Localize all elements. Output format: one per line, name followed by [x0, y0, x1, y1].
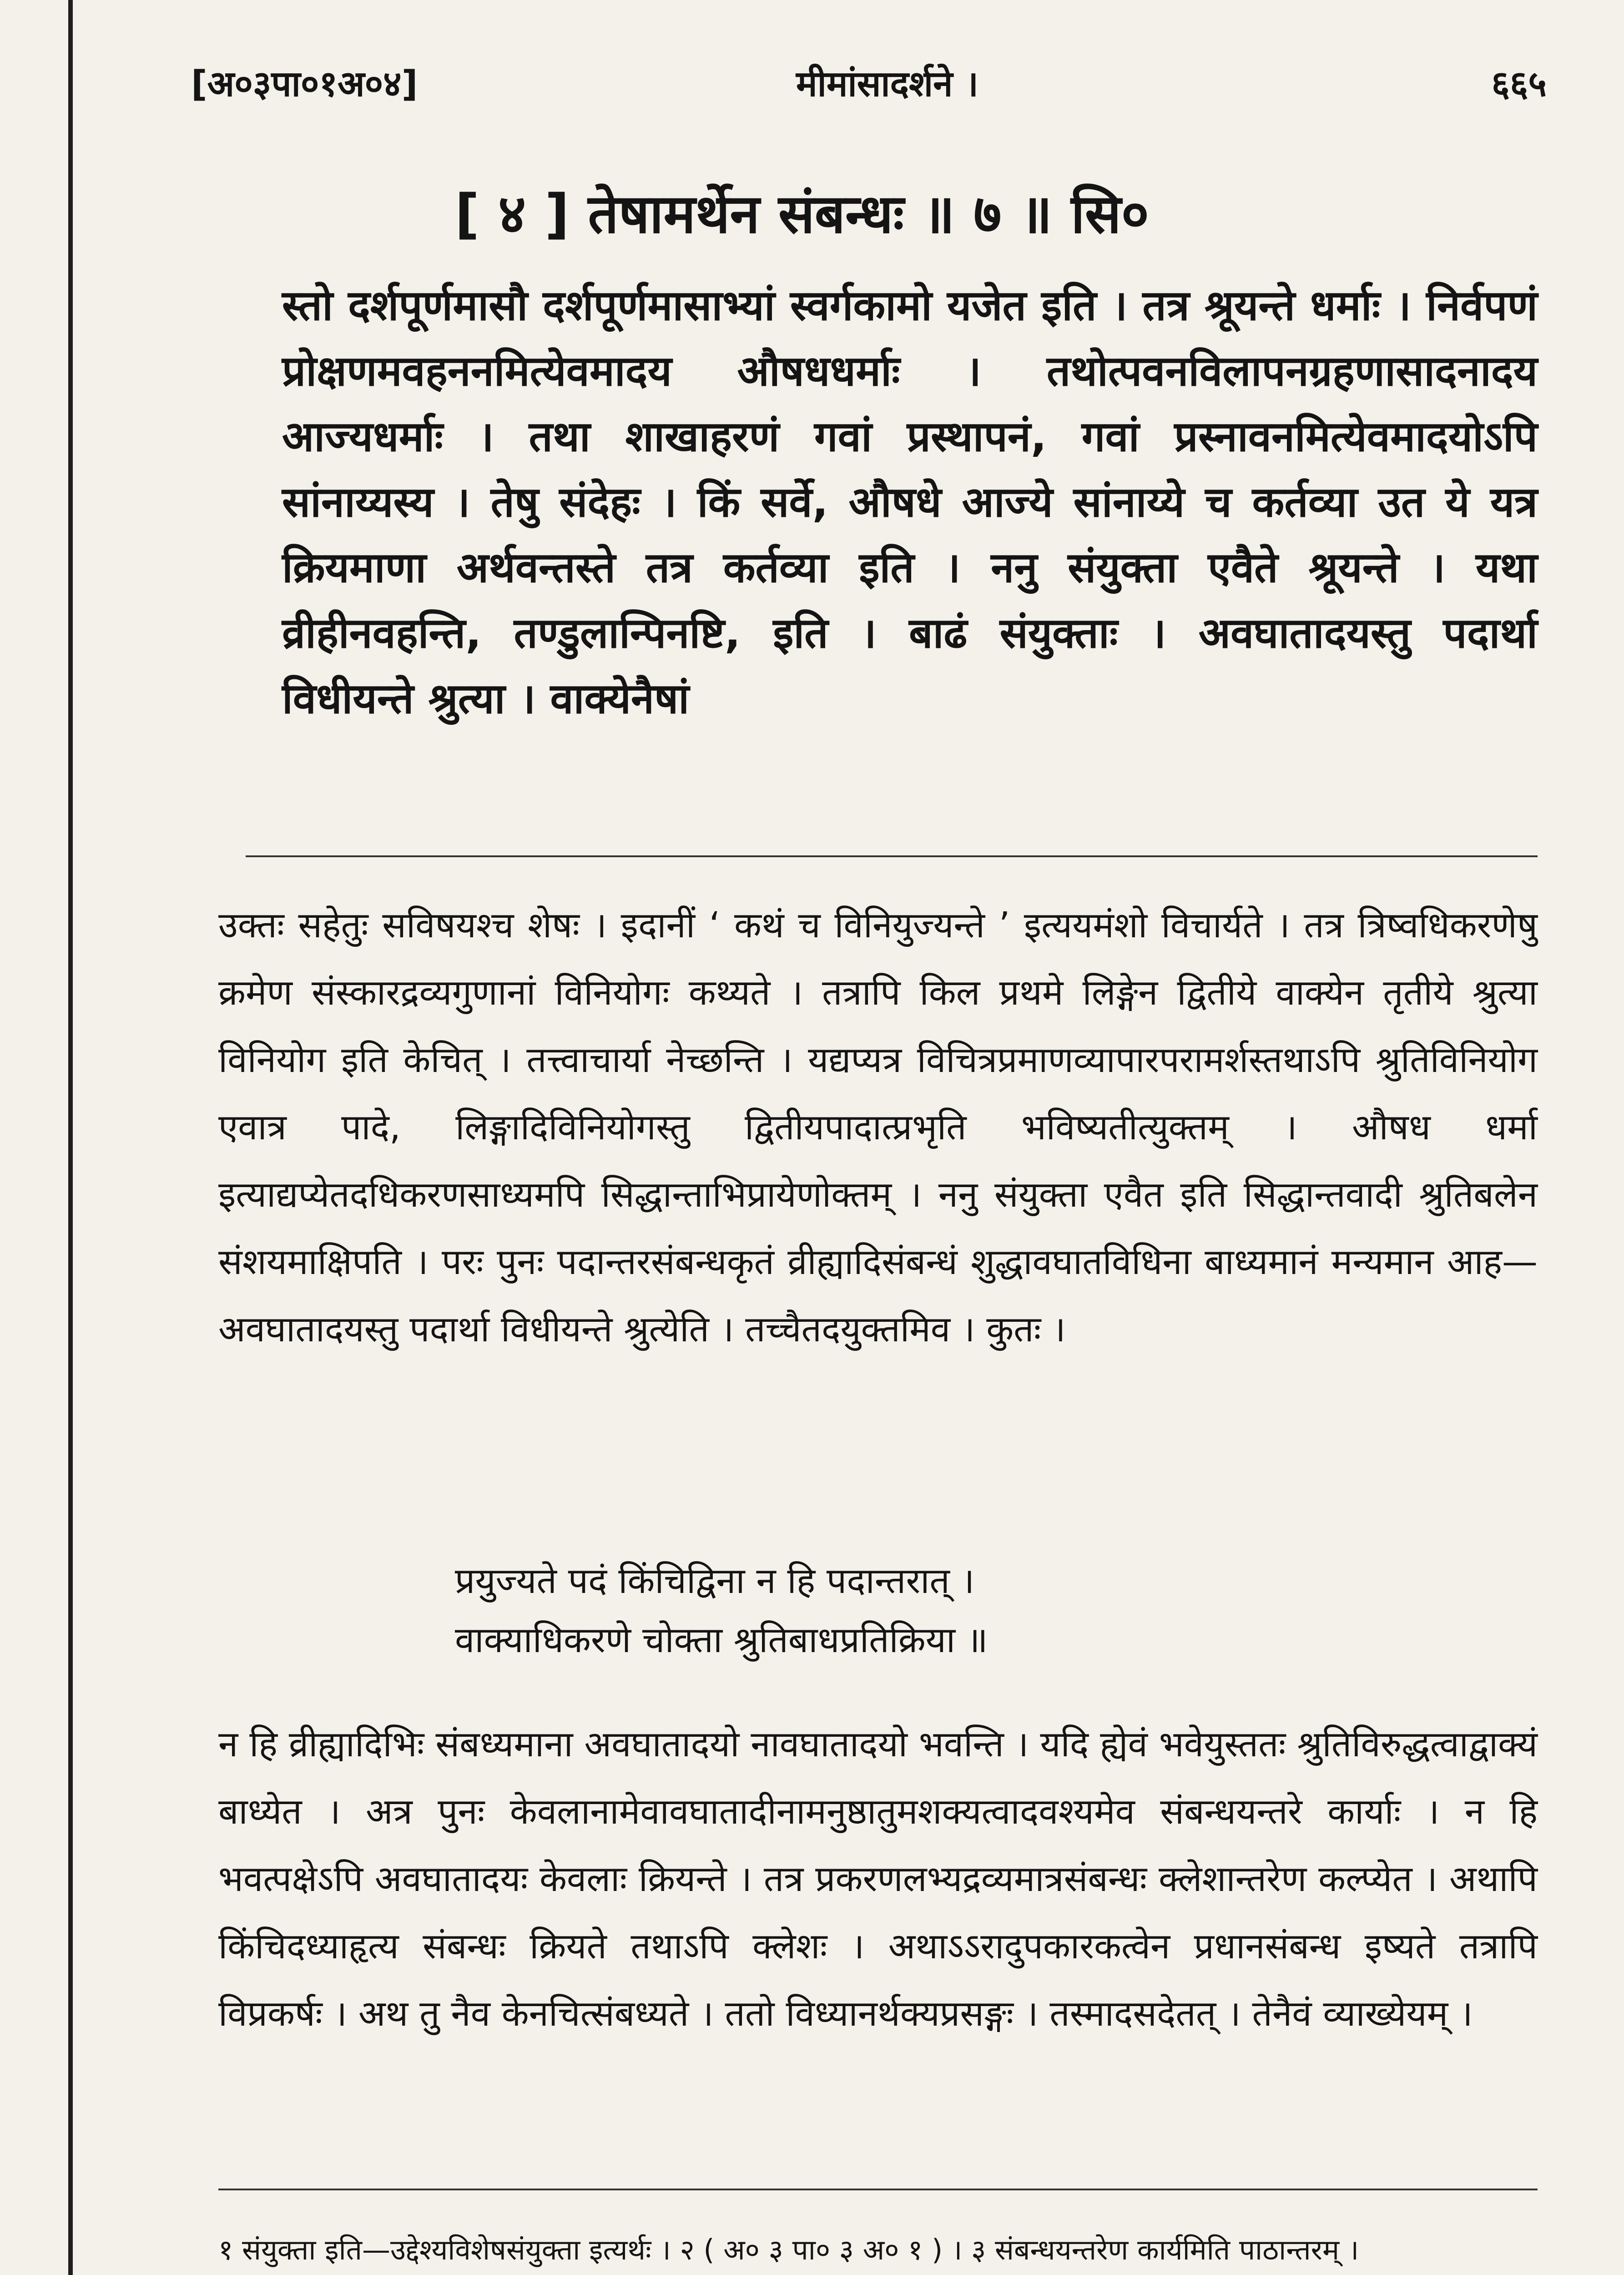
sutra-heading: [ ४ ] तेषामर्थेन संबन्धः ॥ ७ ॥ सि० [455, 182, 1150, 245]
verse-line-1: प्रयुज्यते पदं किंचिद्विना न हि पदान्तरात् । [455, 1561, 975, 1602]
left-margin-rule [68, 0, 73, 2275]
page-number: ६६५ [1491, 64, 1547, 105]
footnote-rule [218, 2189, 1538, 2190]
chapter-reference: [अ०३पा०१अ०४] [191, 64, 418, 105]
main-bhashya-text: स्तो दर्शपूर्णमासौ दर्शपूर्णमासाभ्यां स्वर्गकामो यजेत इति । तत्र श्रूयन्ते धर्माः । निर्वपणं प्रोक्षणमवहननमित्येवमादय औषधधर्माः । तथोत्पवनविलापनग्रहणासादनादय आज्यधर्माः । तथा शाखाहरणं गवां प्रस्थापनं, गवां प्रस्नावनमित्येवमादयोऽपि सांनाय्यस्य । तेषु संदेहः । किं सर्वे, औषधे आज्ये सांनाय्ये च कर्तव्या उत ये यत्र क्रियमाणा अर्थवन्तस्ते तत्र कर्तव्या इति । ननु संयुक्ता एवैते श्रूयन्ते । यथा व्रीहीनवहन्ति, तण्डुलान्पिनष्टि, इति । बाढं संयुक्ताः । अवघातादयस्तु पदार्था विधीयन्ते श्रुत्या । वाक्येनैषां [282, 281, 1538, 723]
page-header [191, 50, 1547, 118]
verse-block [455, 1552, 1365, 1670]
footnote: १ संयुक्ता इति—उद्देश्यविशेषसंयुक्ता इत्यर्थः । २ ( अ० ३ पा० ३ अ० १ ) । ३ संबन्धयन्तरेण कार्यमिति पाठान्तरम् । [218, 2233, 1359, 2266]
commentary-paragraph-1: उक्तः सहेतुः सविषयश्च शेषः । इदानीं ‘ कथं च विनियुज्यन्ते ’ इत्ययमंशो विचार्यते । तत्र त्रिष्वधिकरणेषु क्रमेण संस्कारद्रव्यगुणानां विनियोगः कथ्यते । तत्रापि किल प्रथमे लिङ्गेन द्वितीये वाक्येन तृतीये श्रुत्या विनियोग इति केचित् । तत्त्वाचार्या नेच्छन्ति । यद्यप्यत्र विचित्रप्रमाणव्यापारपरामर्शस्तथाऽपि श्रुतिविनियोग एवात्र पादे, लिङ्गादिविनियोगस्तु द्वितीयपादात्प्रभृति भविष्यतीत्युक्तम् । औषध धर्मा इत्याद्यप्येतदधिकरणसाध्यमपि सिद्धान्ताभिप्रायेणोक्तम् । ननु संयुक्ता एवैत इति सिद्धान्तवादी श्रुतिबलेन संशयमाक्षिपति । परः पुनः पदान्तरसंबन्धकृतं व्रीह्यादिसंबन्धं शुद्धावघातविधिना बाध्यमानं मन्यमान आह—अवघातादयस्तु पदार्था विधीयन्ते श्रुत्येति । तच्चैतदयुक्तमिव । कुतः । [218, 905, 1538, 1350]
verse-line-2: वाक्याधिकरणे चोक्ता श्रुतिबाधप्रतिक्रिया ॥ [455, 1620, 988, 1661]
text-commentary-divider [246, 855, 1538, 857]
commentary-paragraph-2: न हि व्रीह्यादिभिः संबध्यमाना अवघातादयो नावघातादयो भवन्ति । यदि ह्येवं भवेयुस्ततः श्रुतिविरुद्धत्वाद्वाक्यं बाध्येत । अत्र पुनः केवलानामेवावघातादीनामनुष्ठातुमशक्यत्वादवश्यमेव संबन्धयन्तरे कार्याः । न हि भवत्पक्षेऽपि अवघातादयः केवलाः क्रियन्ते । तत्र प्रकरणलभ्यद्रव्यमात्रसंबन्धः क्लेशान्तरेण कल्प्येत । अथापि किंचिदध्याहृत्य संबन्धः क्रियते तथाऽपि क्लेशः । अथाऽऽरादुपकारकत्वेन प्रधानसंबन्ध इष्यते तत्रापि विप्रकर्षः । अथ तु नैव केनचित्संबध्यते । ततो विध्यानर्थक्यप्रसङ्गः । तस्मादसदेतत् । तेनैवं व्याख्येयम् । [218, 1724, 1538, 2034]
running-title: मीमांसादर्शने । [796, 64, 979, 105]
